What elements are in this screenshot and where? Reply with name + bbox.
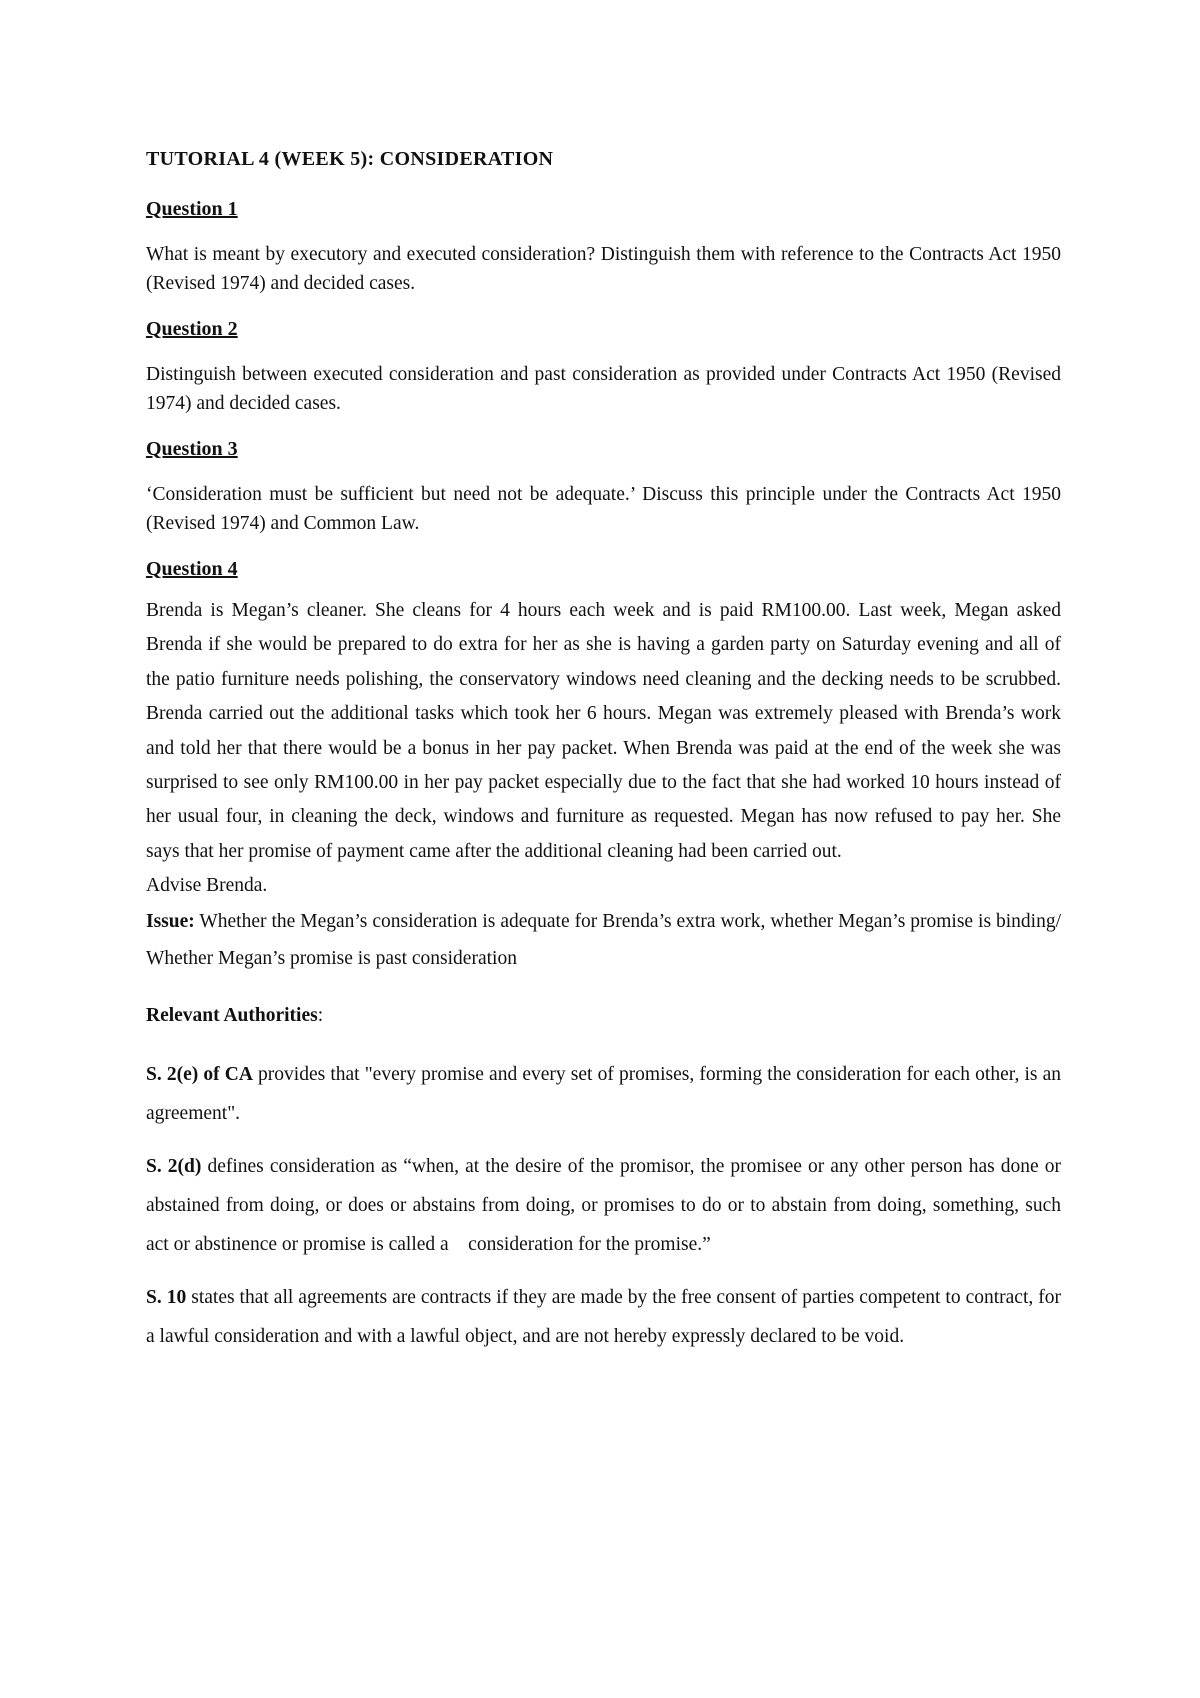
question-2-text: Distinguish between executed consideration and past consideration as provided under Contracts Act 1950 (Revised 1974) and decided cases.	[146, 364, 1061, 414]
authority-label: S. 10	[146, 1287, 187, 1309]
question-4-scenario: Brenda is Megan’s cleaner. She cleans for 4 hours each week and is paid RM100.00. Last week, Megan asked Brenda if she would be prepared to do extra for her as she is having a garden party on Saturday evening and all of the patio furniture needs polishing, the conservatory windows need cleaning and the decking needs to be scrubbed. Brenda carried out the additional tasks which took her 6 hours. Megan was extremely pleased with Brenda’s work and told her that there would be a bonus in her pay packet. When Brenda was paid at the end of the week she was surprised to see only RM100.00 in her pay packet especially due to the fact that she had worked 10 hours instead of her usual four, in cleaning the deck, windows and furniture as requested. Megan has now refused to pay her. She says that her promise of payment came after the additional cleaning had been carried out.	[146, 600, 1061, 862]
question-1-heading: Question 1	[146, 198, 238, 220]
question-3-text: ‘Consideration must be sufficient but need not be adequate.’ Discuss this principle under the Contracts Act 1950 (Revised 1974) and Common Law.	[146, 484, 1061, 534]
authority-label: S. 2(d)	[146, 1156, 202, 1178]
question-2-heading: Question 2	[146, 318, 238, 340]
question-1-text: What is meant by executory and executed consideration? Distinguish them with reference to the Contracts Act 1950 (Revised 1974) and decided cases.	[146, 244, 1061, 294]
authority-label: S. 2(e) of CA	[146, 1064, 253, 1086]
authorities-heading-colon: :	[317, 1005, 324, 1027]
question-3-heading: Question 3	[146, 438, 238, 460]
authority-text: defines consideration as “when, at the desire of the promisor, the promisee or any other person has done or abstained from doing, or does or abstains from doing, or promises to do or to abstain from doing, something, such act or abstinence or promise is called a consideration for the promise.”	[146, 1156, 1066, 1256]
authority-text: provides that "every promise and every set of promises, forming the consideration for each other, is an agreement".	[146, 1064, 1061, 1125]
authorities-heading	[146, 999, 1061, 1033]
authority-s2d	[146, 1147, 1066, 1264]
authority-s2e	[146, 1055, 1061, 1133]
issue-text: Whether the Megan’s consideration is adequate for Brenda’s extra work, whether Megan’s promise is binding/ Whether Megan’s promise is past consideration	[146, 911, 1061, 970]
authorities-heading-label: Relevant Authorities	[146, 1005, 318, 1027]
question-4-advise: Advise Brenda.	[146, 875, 268, 897]
question-4-heading: Question 4	[146, 558, 238, 580]
authority-text: states that all agreements are contracts if they are made by the free consent of parties competent to contract, for a lawful consideration and with a lawful object, and are not hereby expressly declared to be void.	[146, 1287, 1061, 1348]
authority-s10	[146, 1278, 1061, 1356]
issue-label: Issue:	[146, 911, 195, 933]
document-title: TUTORIAL 4 (WEEK 5): CONSIDERATION	[146, 148, 554, 170]
question-4-issue	[146, 903, 1061, 977]
document-page	[146, 146, 1066, 1370]
